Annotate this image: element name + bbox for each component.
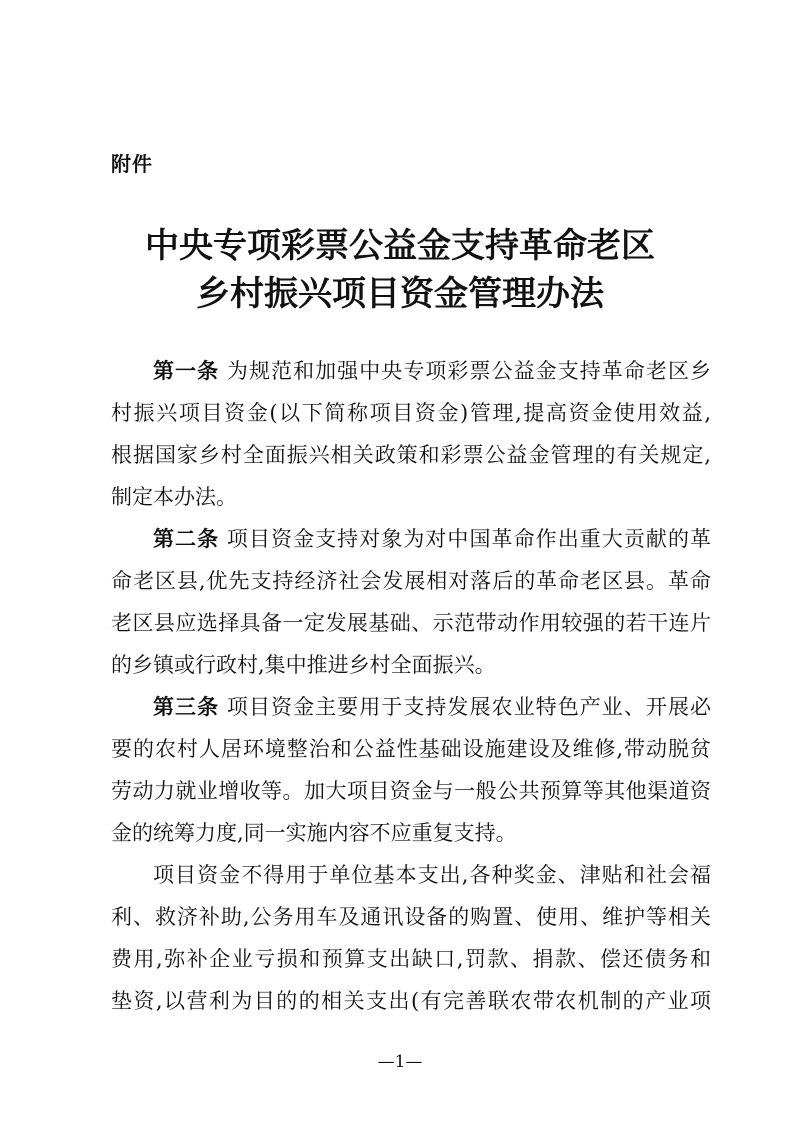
article-1-line-3: 根据国家乡村全面振兴相关政策和彩票公益金管理的有关规定, <box>111 443 711 467</box>
article-2-line-1 <box>153 524 711 554</box>
paragraph-4-line-3: 费用,弥补企业亏损和预算支出缺口,罚款、捐款、偿还债务和 <box>111 947 711 971</box>
page-number: —1— <box>377 1052 423 1072</box>
article-1-line-4: 制定本办法。 <box>111 485 237 509</box>
paragraph-4-line-4: 垫资,以营利为目的的相关支出(有完善联农带农机制的产业项 <box>111 989 711 1013</box>
article-3-line-3: 劳动力就业增收等。加大项目资金与一般公共预算等其他渠道资 <box>111 779 711 803</box>
article-1-text-1: 为规范和加强中央专项彩票公益金支持革命老区乡 <box>226 359 712 383</box>
article-2-line-3: 老区县应选择具备一定发展基础、示范带动作用较强的若干连片 <box>111 611 711 635</box>
paragraph-4-line-2: 利、救济补助,公务用车及通讯设备的购置、使用、维护等相关 <box>111 905 711 929</box>
article-2-line-2: 命老区县,优先支持经济社会发展相对落后的革命老区县。革命 <box>111 569 711 593</box>
article-2-line-4: 的乡镇或行政村,集中推进乡村全面振兴。 <box>111 653 496 677</box>
article-3-line-1 <box>153 692 711 722</box>
document-title-line-2: 乡村振兴项目资金管理办法 <box>196 274 604 314</box>
article-2-label: 第二条 <box>153 527 220 551</box>
article-1-line-1 <box>153 356 711 386</box>
article-3-line-4: 金的统筹力度,同一实施内容不应重复支持。 <box>111 821 517 845</box>
article-3-line-2: 要的农村人居环境整治和公益性基础设施建设及维修,带动脱贫 <box>111 737 711 761</box>
attachment-label: 附件 <box>111 152 153 176</box>
article-3-text-1: 项目资金主要用于支持发展农业特色产业、开展必 <box>226 695 712 719</box>
article-2-text-1: 项目资金支持对象为对中国革命作出重大贡献的革 <box>226 527 712 551</box>
document-title-line-1: 中央专项彩票公益金支持革命老区 <box>145 226 655 266</box>
paragraph-4-line-1: 项目资金不得用于单位基本支出,各种奖金、津贴和社会福 <box>153 863 711 887</box>
article-3-label: 第三条 <box>153 695 220 719</box>
article-1-label: 第一条 <box>153 359 220 383</box>
article-1-line-2: 村振兴项目资金(以下简称项目资金)管理,提高资金使用效益, <box>111 401 711 425</box>
